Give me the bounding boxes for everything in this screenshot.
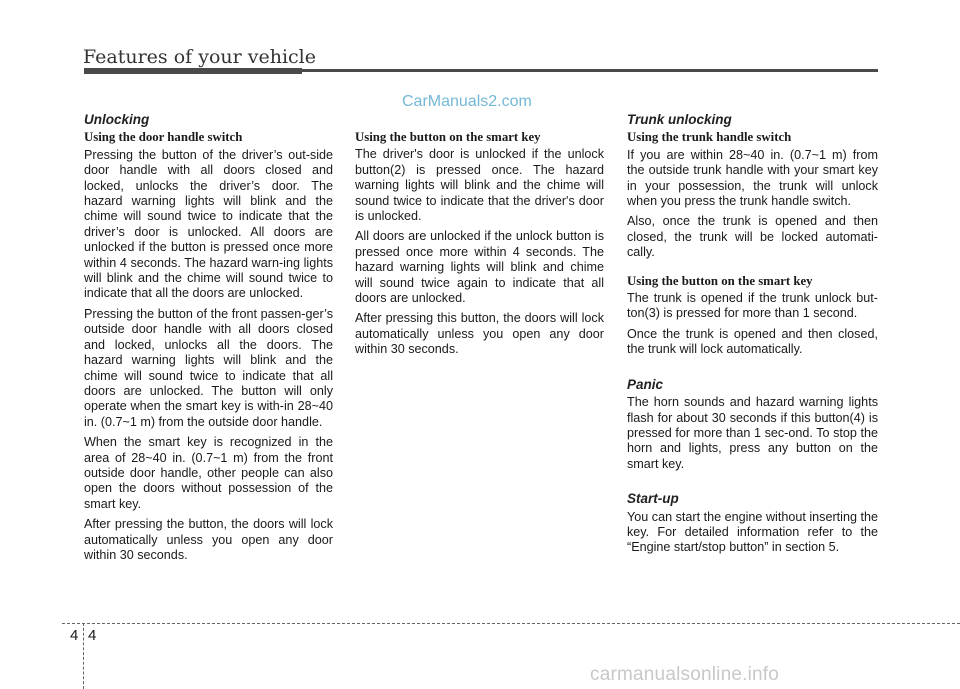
section-heading-start-up: Start-up [627,491,679,507]
header-rule-thin [302,69,878,72]
paragraph: After pressing this button, the doors will lock automatically unless you open any door within 30 seconds. [355,311,604,357]
section-heading-panic: Panic [627,376,664,392]
page-number-section: 4 [70,627,79,644]
column-unlocking [84,112,333,568]
paragraph: The horn sounds and hazard warning lights flash for about 30 seconds if this button(4) is pressed for more than 1 sec-ond. To stop the horn and lights, press any button on the smart key. [627,395,878,471]
subheading-smart-key-button: Using the button on the smart key [355,130,541,144]
footer-dashed-rule [62,623,960,624]
paragraph: You can start the engine without inserting the key. For detailed information refer to the “Engine start/stop button” in section 5. [627,509,878,555]
subheading-door-handle-switch: Using the door handle switch [84,130,243,145]
paragraph: When the smart key is recognized in the area of 28~40 in. (0.7~1 m) from the front outside door handle, other people can also open the doors without possession of the smart key. [84,435,333,511]
paragraph: All doors are unlocked if the unlock button is pressed once more within 4 seconds. The hazard warning lights will blink and chime will sound twice again to indicate that all doors are unlocked. [355,229,604,306]
page-header-title: Features of your vehicle [83,46,317,68]
watermark-top[interactable]: CarManuals2.com [402,93,532,110]
subheading-trunk-handle-switch: Using the trunk handle switch [627,130,792,145]
paragraph: If you are within 28~40 in. (0.7~1 m) from the outside trunk handle with your smart key in your possession, the trunk will unlock when you press the trunk handle switch. [627,147,878,209]
column-smart-key-button [355,112,604,363]
paragraph: After pressing the button, the doors will lock automatically unless you open any door within 30 seconds. [84,517,333,562]
column-trunk-panic-startup [627,112,878,561]
section-heading-trunk-unlocking: Trunk unlocking [627,112,732,127]
paragraph: Also, once the trunk is opened and then closed, the trunk will be locked automati-cally. [627,214,878,260]
paragraph: Once the trunk is opened and then closed, the trunk will lock automatically. [627,326,878,357]
header-rule-thick [84,68,302,74]
subheading-trunk-smart-key-button: Using the button on the smart key [627,273,813,288]
section-heading-unlocking: Unlocking [84,112,150,127]
paragraph: The trunk is opened if the trunk unlock but-ton(3) is pressed for more than 1 second. [627,291,878,321]
footer-dashed-divider [83,623,84,689]
page-number: 4 [88,627,97,644]
paragraph: Pressing the button of the front passen-ger’s outside door handle with all doors closed and locked, unlocks all the doors. The hazard warning lights will blink and the chime will sound twice to indicate that all doors are unlocked. The button will only operate when the smart key is with-in 28~40 in. (0.7~1 m) from the outside door handle. [84,306,333,429]
paragraph: The driver's door is unlocked if the unlock button(2) is pressed once. The hazard warning lights will blink and the chime will sound twice to indicate that the driver's door is unlocked. [355,147,604,224]
watermark-bottom[interactable]: carmanualsonline.info [590,664,780,685]
paragraph: Pressing the button of the driver’s out-side door handle with all doors closed and locked, unlocks the driver’s door. The hazard warning lights will blink and the chime will sound twice to indicate that the driver’s door is unlocked. All doors are unlocked if the button is pressed once more within 4 seconds. The hazard warn-ing lights will blink and the chime will sound twice to indicate that all the doors are unlocked. [84,147,333,301]
